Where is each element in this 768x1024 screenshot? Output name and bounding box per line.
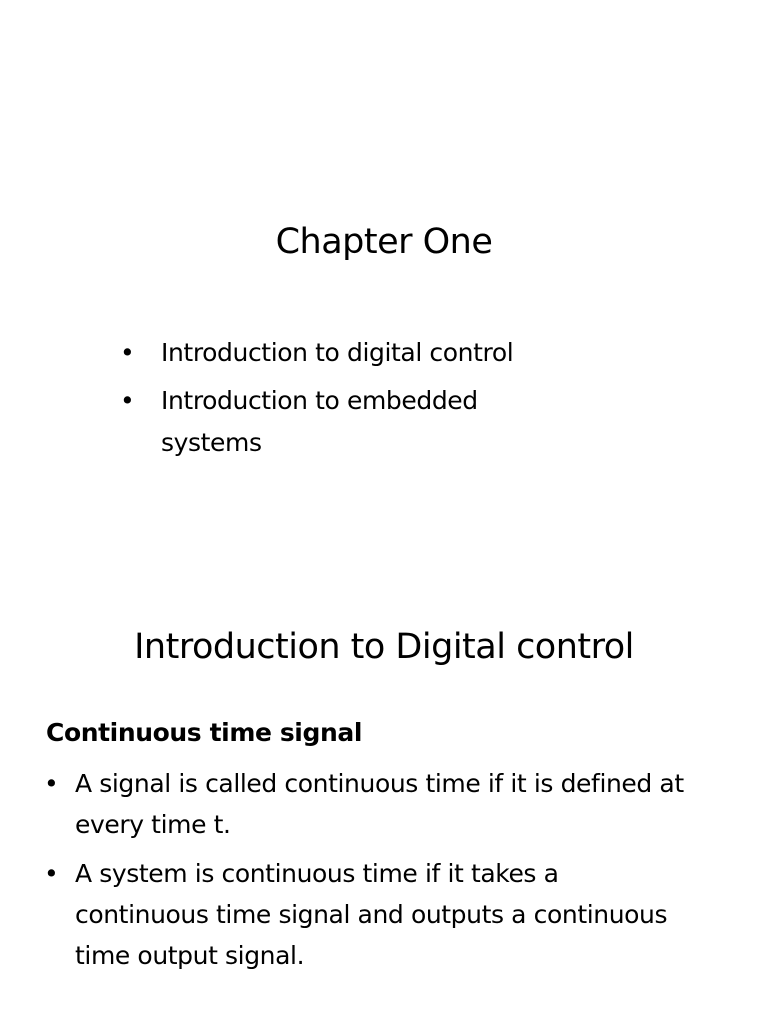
bullet-item (120, 380, 560, 464)
slide-introduction-digital-control (0, 512, 768, 1024)
slide-title: Chapter One (275, 222, 493, 262)
bullet-text: A system is continuous time if it takes a continuous time signal and outputs a continuous time output signal. (75, 859, 668, 970)
slide-title: Introduction to Digital control (134, 627, 634, 667)
bullet-list (44, 763, 684, 984)
bullet-icon: • (120, 386, 135, 415)
bullet-text: Introduction to digital control (161, 338, 514, 367)
bullet-item (120, 332, 560, 374)
bullet-text: Introduction to embedded systems (161, 386, 478, 457)
bullet-item (44, 763, 684, 845)
bullet-list (120, 332, 560, 470)
bullet-icon: • (44, 859, 59, 888)
bullet-text: A signal is called continuous time if it is defined at every time t. (75, 769, 684, 839)
bullet-item (44, 853, 684, 976)
bullet-icon: • (120, 338, 135, 367)
bullet-icon: • (44, 769, 59, 798)
section-heading: Continuous time signal (46, 718, 363, 747)
